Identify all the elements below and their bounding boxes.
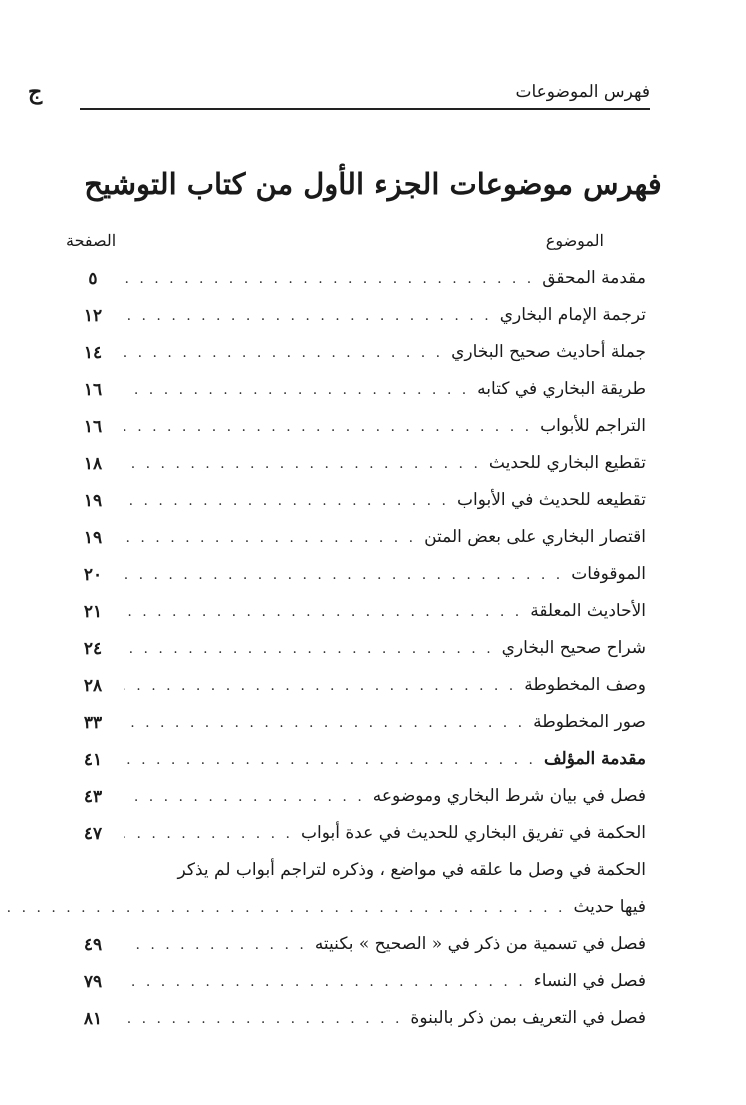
entry-text: فصل في التعريف بمن ذكر بالبنوة [410,1008,646,1028]
dot-leader [124,267,534,291]
toc-entry [70,667,646,704]
toc-entry [70,963,646,1000]
dot-leader [124,304,492,328]
page-number: ٧٩ [83,971,103,992]
dot-leader [124,1007,402,1031]
running-header [28,72,650,105]
page-letter: ج [28,79,43,105]
entry-text: تقطيع البخاري للحديث [488,453,646,473]
dot-leader [124,341,443,365]
toc-entry [70,519,646,556]
page-number: ٢٠ [83,564,103,585]
toc-entry [70,778,646,815]
page-number: ٥ [88,268,98,289]
toc-entry [70,556,646,593]
entry-text: وصف المخطوطة [524,675,646,695]
entry-text: الأحاديث المعلقة [530,601,646,621]
dot-leader [124,933,307,957]
entry-text: تقطيعه للحديث في الأبواب [456,490,646,510]
toc-entry [70,704,646,741]
entry-text: مقدمة المحقق [542,268,646,288]
entry-text: الموقوفات [571,564,646,584]
dot-leader [124,970,526,994]
dot-leader [0,896,565,920]
page-number: ٢١ [83,601,103,622]
page-number: ١٩ [83,527,103,548]
toc-entry [70,815,646,852]
entry-text: شراح صحيح البخاري [501,638,646,658]
toc-entry [70,445,646,482]
page-number: ١٦ [83,416,103,437]
topic-column-header: الموضوع [545,231,604,250]
page-number: ١٩ [83,490,103,511]
toc-entry [70,926,646,963]
page-number: ٤٧ [83,823,103,844]
page-number: ٢٤ [83,638,103,659]
dot-leader [124,711,525,735]
dot-leader [124,748,536,772]
page-number: ٢٨ [83,675,103,696]
toc-entry [70,334,646,371]
page-number: ٤٣ [83,786,103,807]
dot-leader [124,674,516,698]
dot-leader [124,526,416,550]
entry-text: ترجمة الإمام البخاري [499,305,646,325]
page-number: ١٦ [83,379,103,400]
toc-list [70,260,646,1037]
toc-entry-multiline [70,852,646,926]
page-column-header: الصفحة [66,231,117,250]
dot-leader [124,822,293,846]
entry-text-line2: فيها حديث [573,897,646,917]
toc-entry [70,408,646,445]
toc-entry-section [70,741,646,778]
page-number: ٣٣ [83,712,103,733]
dot-leader [124,600,522,624]
toc-entry [70,630,646,667]
entry-text: فصل في تسمية من ذكر في « الصحيح » بكنيته [314,934,646,954]
dot-leader [124,489,449,513]
dot-leader [124,415,532,439]
page-number: ٤٩ [83,934,103,955]
dot-leader [124,563,563,587]
entry-text: جملة أحاديث صحيح البخاري [451,342,646,362]
page-number: ١٨ [83,453,103,474]
entry-text: التراجم للأبواب [540,416,646,436]
page-number: ١٤ [83,342,103,363]
entry-text: فصل في بيان شرط البخاري وموضوعه [372,786,646,806]
toc-entry [70,260,646,297]
dot-leader [124,452,481,476]
dot-leader [124,785,365,809]
entry-text-line1: الحكمة في وصل ما علقه في مواضع ، وذكره لتراجم أبواب لم يذكر [177,860,646,880]
toc-entry [70,1000,646,1037]
toc-entry [70,297,646,334]
page-number: ٨١ [83,1008,103,1029]
entry-text: فصل في النساء [533,971,646,991]
running-title: فهرس الموضوعات [515,82,650,102]
page-number: ١٢ [83,305,103,326]
dot-leader [124,378,469,402]
header-rule [80,108,650,110]
page-title: فهرس موضوعات الجزء الأول من كتاب التوشيح [84,167,662,201]
entry-text: صور المخطوطة [533,712,646,732]
dot-leader [124,637,494,661]
toc-entry [70,593,646,630]
entry-text: الحكمة في تفريق البخاري للحديث في عدة أبواب [300,823,646,843]
column-headers [66,228,646,254]
entry-text: طريقة البخاري في كتابه [477,379,646,399]
page-number: ٤١ [83,749,103,770]
entry-text: مقدمة المؤلف [543,749,646,769]
toc-entry [70,482,646,519]
toc-entry [70,371,646,408]
entry-text: اقتصار البخاري على بعض المتن [424,527,646,547]
